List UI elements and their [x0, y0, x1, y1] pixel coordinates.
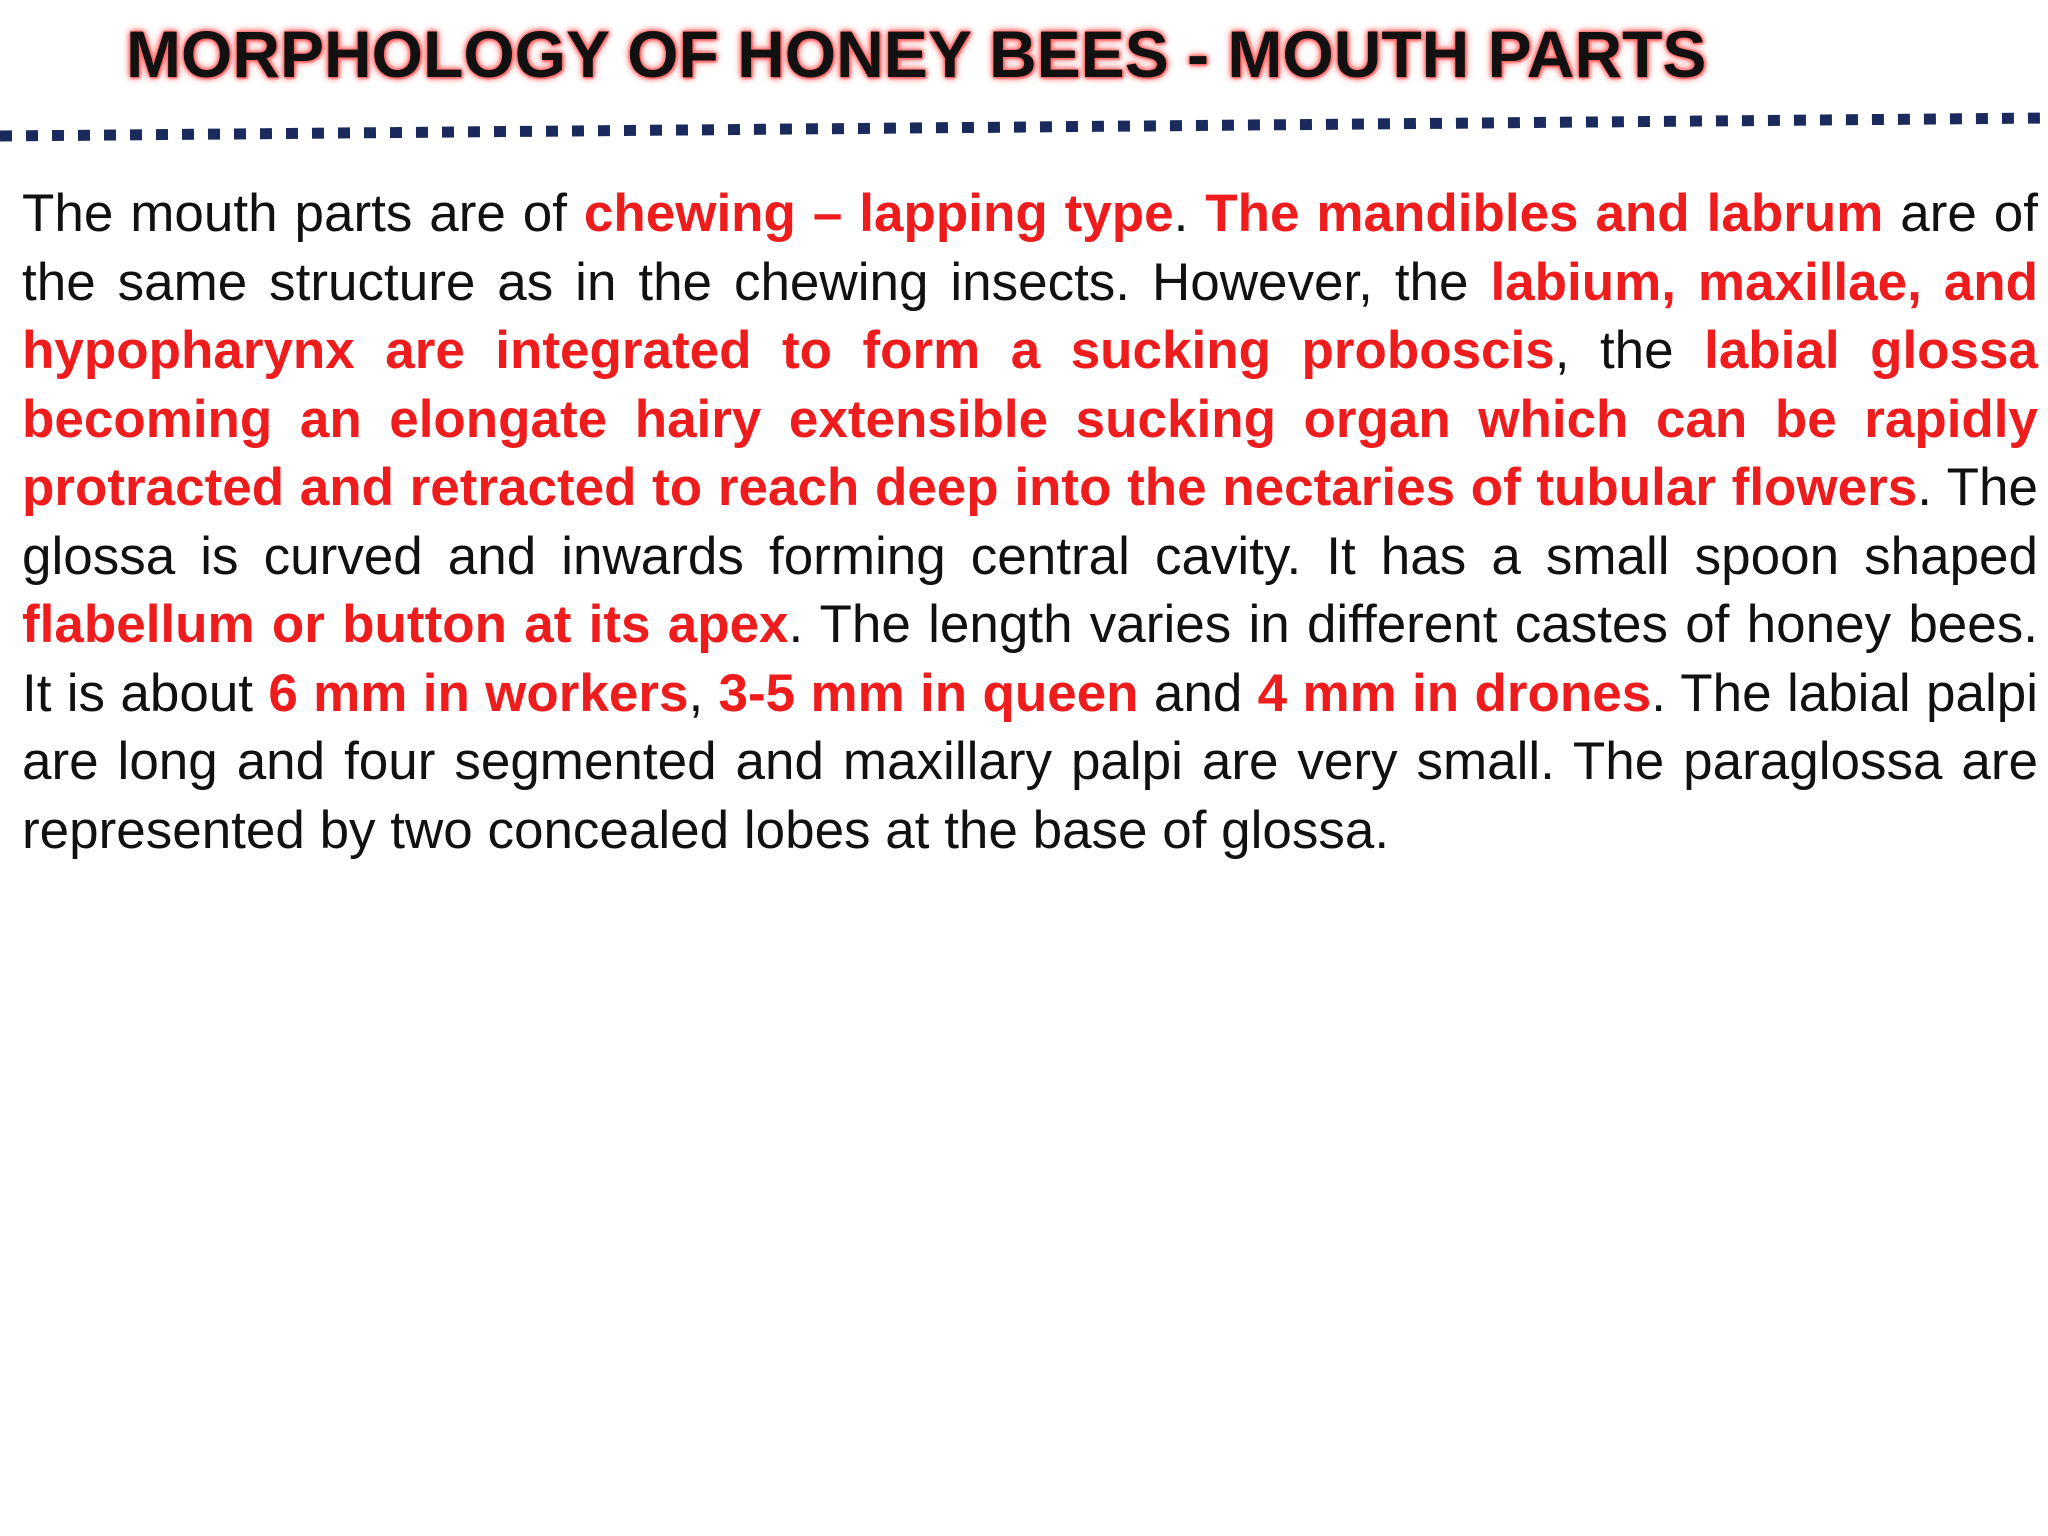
text-segment: , the [1554, 321, 1705, 380]
text-segment: . [1173, 184, 1206, 243]
slide-title: MORPHOLOGY OF HONEY BEES - MOUTH PARTS [126, 17, 1707, 91]
highlight-queen-length: 3-5 mm in queen [718, 663, 1139, 723]
text-segment: , [688, 663, 719, 723]
text-segment: . The labial palpi are long and four segmented and maxillary palpi are very small. The paraglossa are represented by two concealed lobes at the base of glossa. [22, 663, 2039, 860]
text-segment: The mouth parts are of [22, 184, 584, 243]
divider-line [0, 118, 2048, 136]
highlight-workers-length: 6 mm in workers [268, 663, 689, 723]
dotted-divider [0, 108, 2048, 148]
text-segment: . The length varies in different castes of honey bees. It is about [22, 595, 2038, 723]
highlight-flabellum: flabellum or button at its apex [22, 595, 789, 654]
text-segment: and [1138, 663, 1258, 723]
highlight-chewing-lapping: chewing – lapping type [583, 184, 1174, 243]
text-segment: . The glossa is curved and inwards forming central cavity. It has a small spoon shaped [22, 458, 2038, 586]
text-segment: are of the same structure as in the chewing insects. However, the [22, 184, 2038, 312]
highlight-proboscis: labium, maxillae, and hypopharynx are integrated to form a sucking proboscis [22, 252, 2038, 380]
body-paragraph [22, 180, 2038, 865]
highlight-mandibles-labrum: The mandibles and labrum [1205, 184, 1884, 243]
highlight-labial-glossa: labial glossa becoming an elongate hairy extensible sucking organ which can be rapidly protracted and retracted to reach deep into the nectaries of tubular flowers [22, 321, 2038, 517]
highlight-drones-length: 4 mm in drones [1257, 663, 1652, 723]
